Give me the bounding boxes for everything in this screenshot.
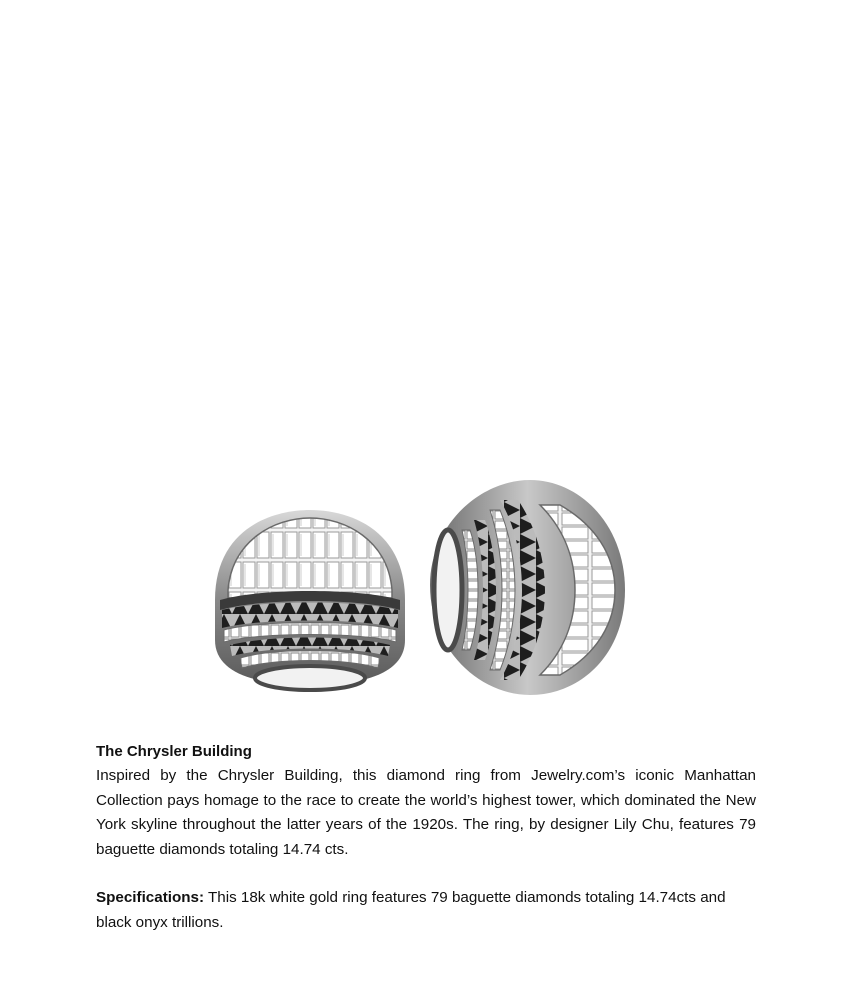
specifications-label: Specifications: [96,889,205,906]
ring-side-view [430,480,625,695]
ring-front-view [215,510,405,690]
product-description: Inspired by the Chrysler Building, this diamond ring from Jewelry.com’s iconic Manhattan Collection pays homage to the race to create the world’s highest tower, which dominated the New York skyline throughout the latter years of the 1920s. The ring, by designer Lily Chu, features 79 baguette diamonds totaling 14.74 cts. [96,767,756,858]
specifications-text: This 18k white gold ring features 79 baguette diamonds totaling 14.74cts and black onyx trillions. [96,889,726,931]
product-description-block [96,740,756,935]
product-title: The Chrysler Building [96,743,252,760]
product-photo [200,470,640,705]
rings-illustration [200,470,640,705]
product-specifications [96,886,756,935]
